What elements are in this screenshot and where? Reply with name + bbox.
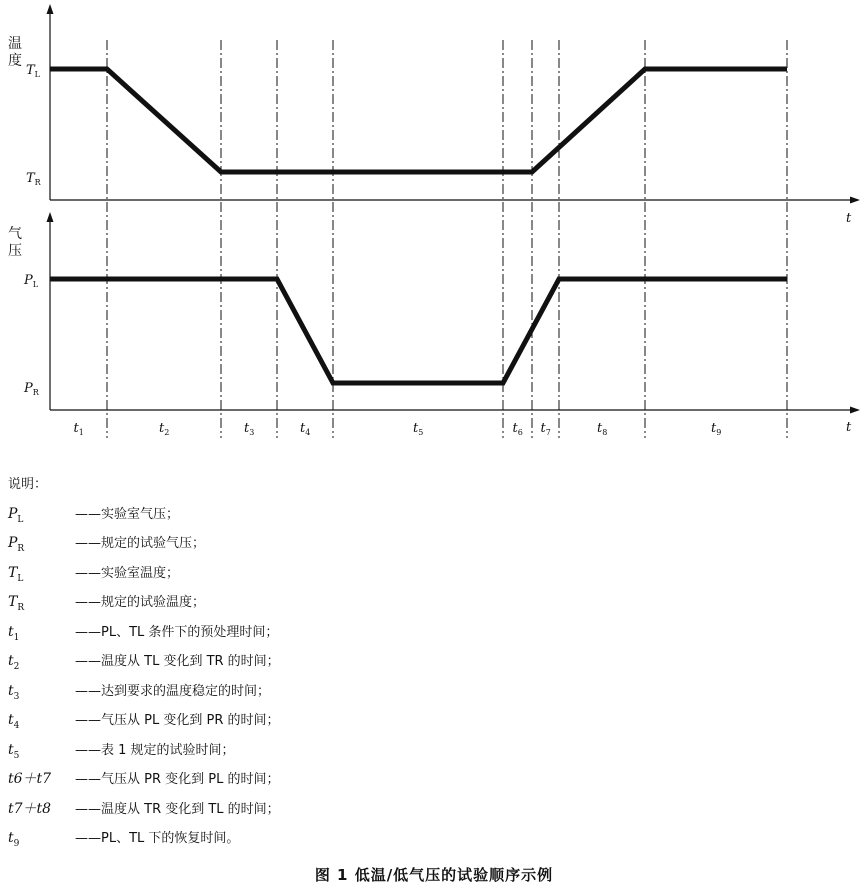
interval-label-9: $t_9$ xyxy=(711,421,722,437)
legend-item xyxy=(8,795,858,825)
interval-label-1: $t_1$ xyxy=(73,421,84,437)
legend-description: ——温度从 TR 变化到 TL 的时间； xyxy=(75,801,280,817)
interval-label-5: $t_5$ xyxy=(413,421,424,437)
figure-caption: 图 1 低温/低气压的试验顺序示例 xyxy=(314,866,554,884)
legend-description: ——实验室气压； xyxy=(75,506,180,522)
legend-symbol: t7＋t8 xyxy=(8,800,52,817)
legend-description: ——PL、TL 下的恢复时间。 xyxy=(75,831,240,846)
level-label-tl: $T_L$ xyxy=(26,63,40,79)
legend-title: 说明： xyxy=(8,477,48,492)
legend-item xyxy=(8,647,858,677)
legend-symbol: $t_2$ xyxy=(8,653,20,672)
legend-symbol: t6＋t7 xyxy=(8,771,52,787)
interval-label-6: $t_6$ xyxy=(512,421,523,437)
legend-description: ——表 1 规定的试验时间； xyxy=(75,742,235,758)
time-axis-label-top: t xyxy=(846,211,852,226)
legend-symbol: $t_3$ xyxy=(8,682,20,702)
legend-description: ——实验室温度； xyxy=(75,565,180,581)
interval-label-7: $t_7$ xyxy=(540,421,551,437)
legend-description: ——气压从 PR 变化到 PL 的时间； xyxy=(75,772,280,787)
temperature-curve xyxy=(50,69,787,172)
temperature-axis-title: 温度 xyxy=(8,36,22,69)
pressure-axis-title: 气压 xyxy=(8,226,22,259)
legend-item xyxy=(8,824,858,854)
interval-label-4: $t_4$ xyxy=(300,421,311,437)
legend-description: ——规定的试验温度； xyxy=(75,595,206,610)
legend-symbol: $P_R$ xyxy=(8,535,25,554)
legend-item xyxy=(8,529,858,559)
legend-item xyxy=(8,500,858,530)
legend-item xyxy=(8,588,858,618)
legend-item xyxy=(8,559,858,589)
legend-description: ——规定的试验气压； xyxy=(75,536,206,551)
level-label-pl: $P_L$ xyxy=(24,273,39,289)
interval-label-8: $t_8$ xyxy=(597,421,608,437)
legend-symbol: $t_5$ xyxy=(8,741,20,761)
pressure-curve xyxy=(50,279,787,383)
legend-item xyxy=(8,736,858,766)
legend-description: ——气压从 PL 变化到 PR 的时间； xyxy=(75,713,280,728)
legend-description: ——达到要求的温度稳定的时间； xyxy=(75,683,271,699)
legend-symbol: $t_9$ xyxy=(8,830,20,849)
legend-rows xyxy=(8,500,858,854)
legend-item xyxy=(8,618,858,648)
interval-dividers xyxy=(107,40,787,438)
legend-item xyxy=(8,765,858,795)
legend-symbol: $t_4$ xyxy=(8,712,20,731)
legend-description: ——PL、TL 条件下的预处理时间； xyxy=(75,624,279,640)
level-label-pr: $P_R$ xyxy=(24,381,39,397)
interval-label-3: $t_3$ xyxy=(244,421,255,437)
legend-symbol: $P_L$ xyxy=(8,505,24,525)
legend-item xyxy=(8,706,858,736)
legend-symbol: $t_1$ xyxy=(8,623,20,643)
legend xyxy=(8,470,858,854)
interval-label-2: $t_2$ xyxy=(159,421,170,437)
level-label-tr: $T_R$ xyxy=(26,171,41,187)
legend-symbol: $T_R$ xyxy=(8,594,25,613)
legend-symbol: $T_L$ xyxy=(8,564,24,584)
time-axis-label-bottom: t xyxy=(846,420,852,435)
interval-labels xyxy=(74,421,722,437)
legend-item xyxy=(8,677,858,707)
legend-description: ——温度从 TL 变化到 TR 的时间； xyxy=(75,654,280,669)
